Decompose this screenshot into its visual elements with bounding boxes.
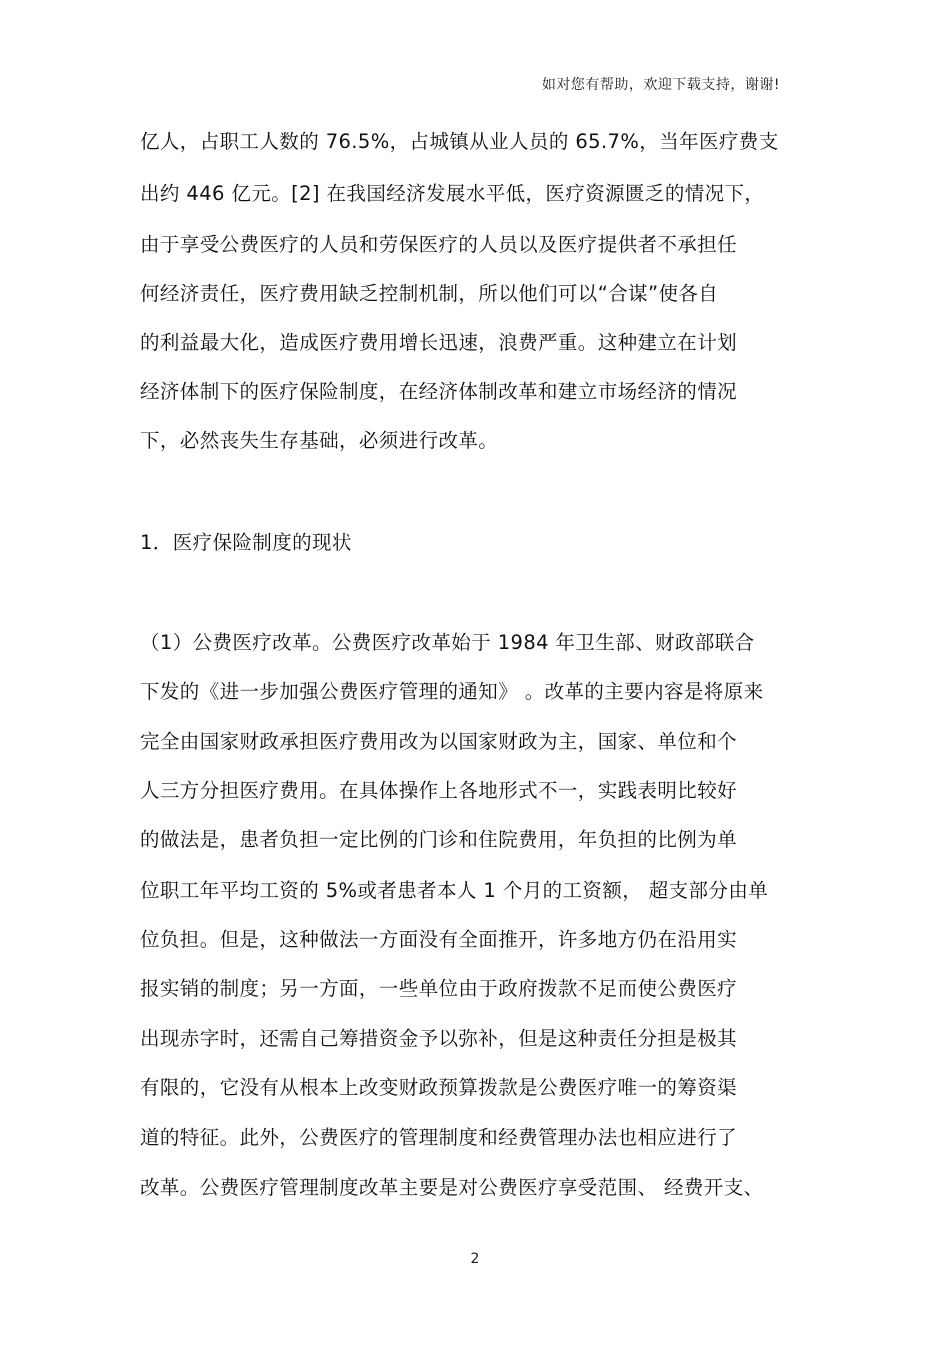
paragraph-line: 出现赤字时，还需自己筹措资金予以弥补，但是这种责任分担是极其 <box>140 1027 738 1050</box>
paragraph-line: 下发的《进一步加强公费医疗管理的通知》 。改革的主要内容是将原来 <box>140 680 764 703</box>
paragraph-line: 经济体制下的医疗保险制度，在经济体制改革和建立市场经济的情况 <box>140 380 738 403</box>
paragraph-line: 位负担。但是，这种做法一方面没有全面推开，许多地方仍在沿用实 <box>140 928 738 951</box>
paragraph-line: 何经济责任，医疗费用缺乏控制机制，所以他们可以“合谋”使各自 <box>140 282 719 305</box>
paragraph-line: 有限的，它没有从根本上改变财政预算拨款是公费医疗唯一的筹资渠 <box>140 1076 738 1099</box>
paragraph-line: 出约 446 亿元。[2] 在我国经济发展水平低，医疗资源匮乏的情况下， <box>140 182 765 205</box>
paragraph-line: 的利益最大化，造成医疗费用增长迅速，浪费严重。这种建立在计划 <box>140 331 738 354</box>
paragraph-line: 的做法是，患者负担一定比例的门诊和住院费用，年负担的比例为单 <box>140 828 738 851</box>
paragraph-line: 改革。公费医疗管理制度改革主要是对公费医疗享受范围、 经费开支、 <box>140 1176 764 1199</box>
header-note: 如对您有帮助，欢迎下载支持，谢谢! <box>541 77 780 93</box>
paragraph-line: 由于享受公费医疗的人员和劳保医疗的人员以及医疗提供者不承担任 <box>140 233 738 256</box>
paragraph-line: 人三方分担医疗费用。在具体操作上各地形式不一，实践表明比较好 <box>140 779 738 802</box>
paragraph-line: 亿人，占职工人数的 76.5%，占城镇从业人员的 65.7%，当年医疗费支 <box>140 130 779 153</box>
page-number: 2 <box>470 1251 480 1267</box>
paragraph-line: 道的特征。此外，公费医疗的管理制度和经费管理办法也相应进行了 <box>140 1126 738 1149</box>
paragraph-line: 位职工年平均工资的 5%或者患者本人 1 个月的工资额， 超支部分由单 <box>140 879 769 902</box>
section-heading: 1．医疗保险制度的现状 <box>140 531 352 554</box>
paragraph-line: （1）公费医疗改革。公费医疗改革始于 1984 年卫生部、财政部联合 <box>140 631 755 654</box>
paragraph-line: 完全由国家财政承担医疗费用改为以国家财政为主，国家、单位和个 <box>140 730 738 753</box>
paragraph-line: 报实销的制度；另一方面，一些单位由于政府拨款不足而使公费医疗 <box>140 977 738 1000</box>
paragraph-line: 下，必然丧失生存基础，必须进行改革。 <box>140 429 499 452</box>
